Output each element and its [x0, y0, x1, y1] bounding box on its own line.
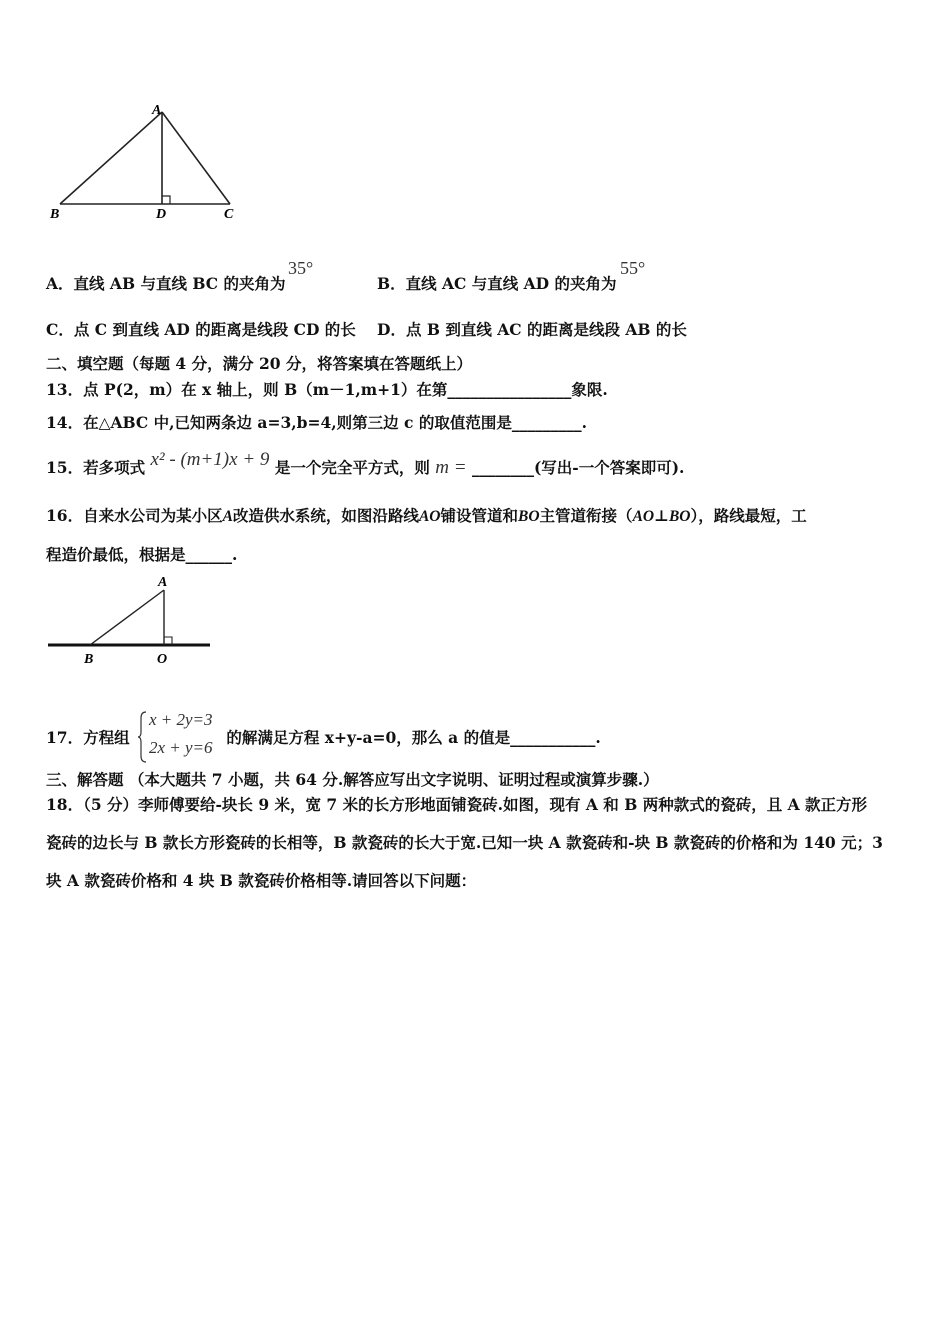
option-a-text: A．直线 AB 与直线 BC 的夹角为	[46, 274, 286, 293]
option-c	[46, 320, 356, 340]
q16-point-a: A	[222, 508, 233, 525]
q15-variable: m =	[435, 457, 467, 478]
q17-suffix: 的解满足方程 x+y-a=0，那么 a 的值是___________.	[226, 728, 601, 747]
section-3-heading: 三、解答题 （本大题共 7 小题，共 64 分.解答应写出文字说明、证明过程或演算步骤.）	[46, 770, 659, 789]
equation-system	[137, 710, 219, 764]
question-17	[46, 712, 601, 766]
question-16-line-1	[46, 506, 807, 527]
q15-polynomial: x² - (m+1)x + 9	[150, 449, 270, 470]
equation-1: x + 2y=3	[148, 710, 213, 729]
question-18-line-3: 块 A 款瓷砖价格和 4 块 B 款瓷砖价格相等.请回答以下问题：	[46, 871, 477, 890]
q16-text-1: 16．自来水公司为某小区	[46, 506, 223, 525]
section-2-heading: 二、填空题（每题 4 分，满分 20 分，将答案填在答题纸上）	[46, 354, 472, 373]
label-b2: B	[84, 652, 94, 667]
q15-prefix: 15．若多项式	[46, 458, 146, 477]
question-18-line-1: 18．（5 分）李师傅要给-块长 9 米，宽 7 米的长方形地面铺瓷砖.如图，现有 A 和 B 两种款式的瓷砖，且 A 款正方形	[46, 795, 868, 814]
question-15	[46, 449, 685, 478]
pipeline-figure	[44, 572, 214, 667]
segment-ba	[90, 590, 164, 645]
q16-text-4: 主管道衔接（	[539, 506, 633, 525]
option-a-angle: 35°	[288, 258, 314, 278]
q16-text-2: 改造供水系统，如图沿路线	[232, 506, 419, 525]
label-b: B	[50, 207, 60, 222]
option-b-text: B．直线 AC 与直线 AD 的夹角为	[377, 274, 617, 293]
brace-icon	[137, 710, 147, 764]
option-a	[46, 274, 285, 294]
question-13: 13．点 P(2，m）在 x 轴上，则 B（m－1,m+1）在第________________象限.	[46, 380, 608, 399]
question-18-line-2: 瓷砖的边长与 B 款长方形瓷砖的长相等，B 款瓷砖的长大于宽.已知一块 A 款瓷砖和-块 B 款瓷砖的价格和为 140 元；3	[46, 833, 883, 852]
segment-ac	[162, 112, 230, 204]
q16-text-5: ），路线最短，工	[690, 506, 807, 525]
q15-suffix: ________(写出-一个答案即可).	[471, 458, 685, 477]
option-b	[377, 274, 617, 294]
q16-route-bo: BO	[518, 508, 540, 525]
q16-text-3: 铺设管道和	[440, 506, 518, 525]
equation-2: 2x + y=6	[148, 738, 213, 757]
question-16-line-2: 程造价最低，根据是______.	[46, 545, 238, 564]
label-a: A	[152, 103, 162, 118]
option-d	[377, 320, 687, 340]
q15-mid: 是一个完全平方式，则	[274, 458, 430, 477]
label-a2: A	[158, 575, 168, 590]
label-o: O	[157, 652, 168, 667]
right-angle-mark	[162, 196, 170, 204]
segment-ab	[60, 112, 162, 204]
option-b-angle: 55°	[620, 258, 646, 278]
triangle-abc-figure	[40, 100, 250, 225]
q17-prefix: 17．方程组	[46, 728, 130, 747]
option-d-text: D．点 B 到直线 AC 的距离是线段 AB 的长	[377, 320, 687, 339]
question-14: 14．在△ABC 中,已知两条边 a=3,b=4,则第三边 c 的取值范围是_________.	[46, 413, 588, 432]
label-d: D	[156, 207, 167, 222]
label-c: C	[224, 207, 234, 222]
q16-route-ao: AO	[418, 508, 441, 525]
option-c-text: C．点 C 到直线 AD 的距离是线段 CD 的长	[46, 320, 356, 339]
q16-perp: AO⊥BO	[632, 508, 691, 525]
